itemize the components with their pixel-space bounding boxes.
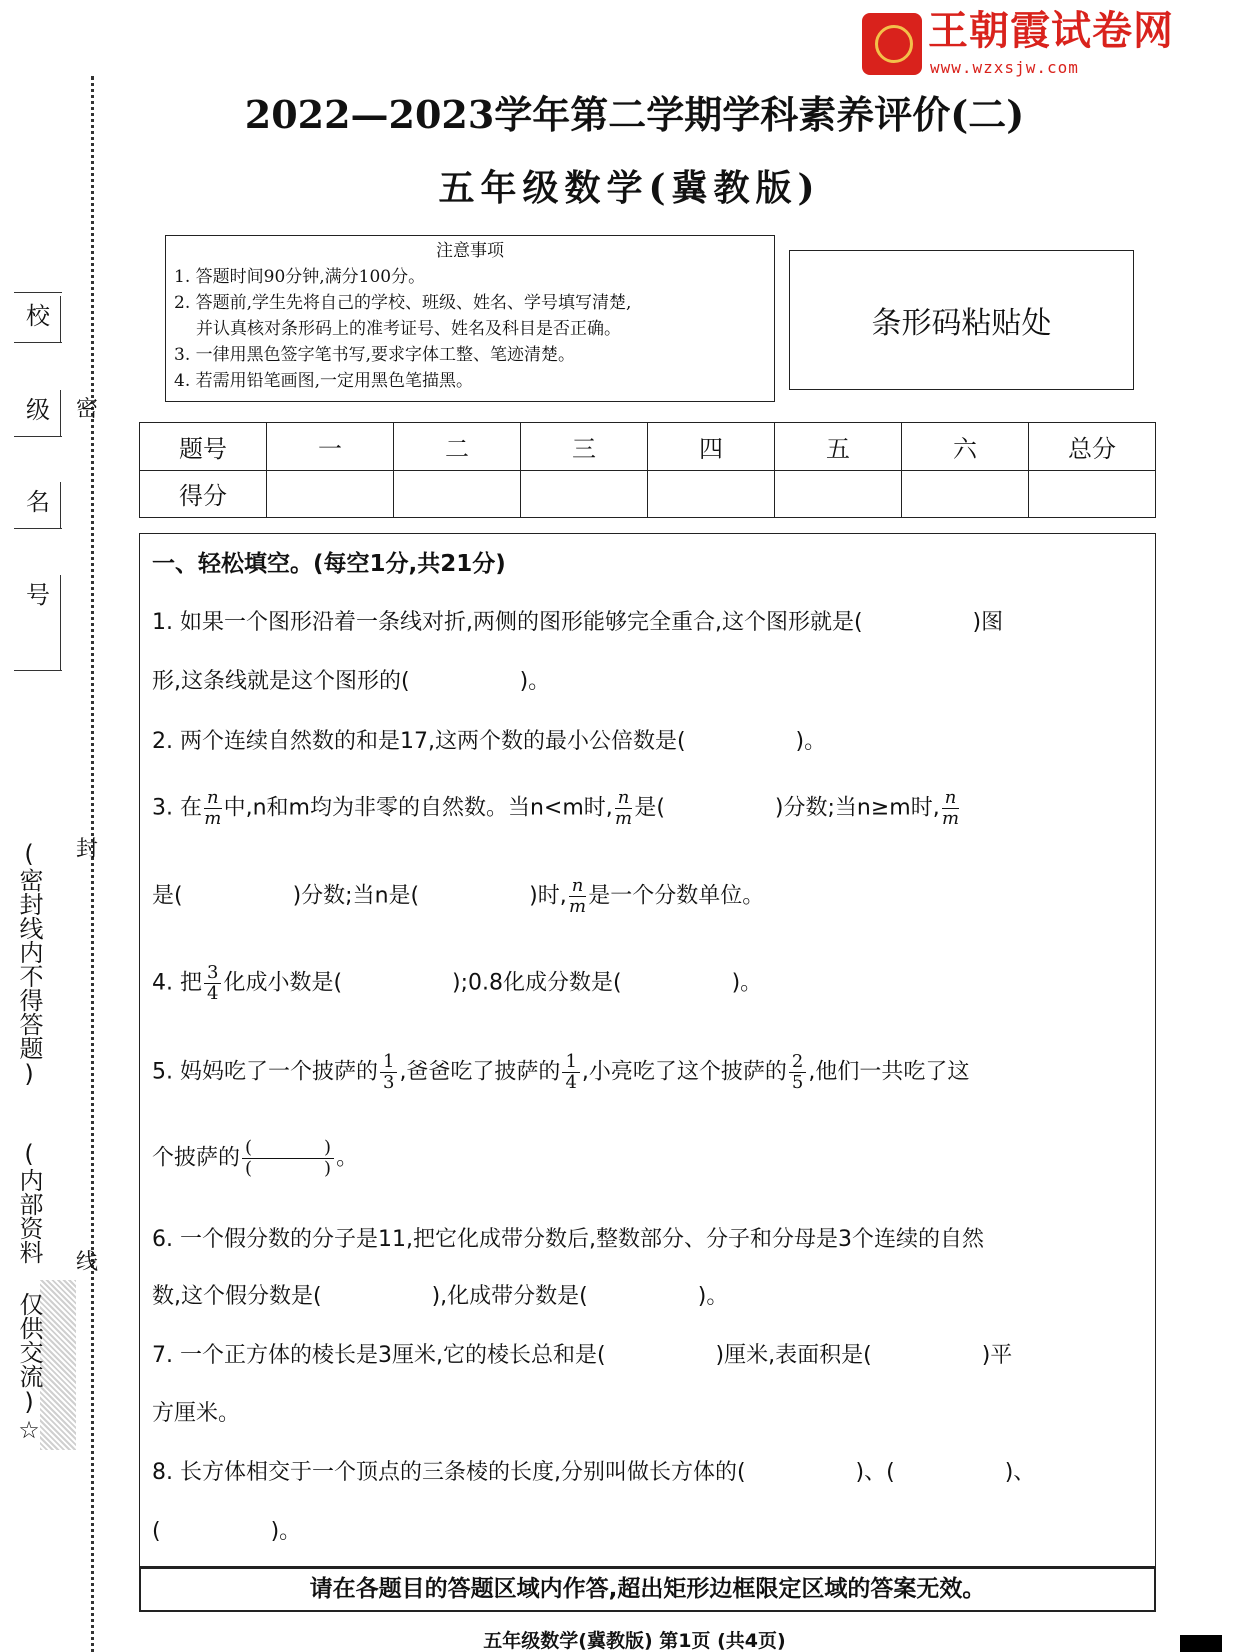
denominator: m <box>615 808 633 829</box>
question-3 <box>152 788 961 829</box>
denominator: m <box>204 808 222 829</box>
text: 化成小数是( );0.8化成分数是( )。 <box>223 970 763 996</box>
question-5 <box>152 1052 969 1093</box>
seal-char: 封 <box>76 837 99 862</box>
answer-warning: 请在各题目的答题区域内作答,超出矩形边框限定区域的答案无效。 <box>139 1567 1156 1612</box>
denominator: m <box>568 896 587 917</box>
score-cell[interactable] <box>394 470 521 518</box>
text: 5. 妈妈吃了一个披萨的 <box>152 1059 378 1085</box>
numerator: n <box>569 876 587 897</box>
denominator: 5 <box>791 1072 804 1093</box>
notice-item: 3. 一律用黑色签字笔书写,要求字体工整、笔迹清楚。 <box>174 345 576 365</box>
fraction-1-4 <box>562 1052 579 1093</box>
score-cell[interactable] <box>1029 470 1156 518</box>
scan-marker <box>1180 1635 1222 1652</box>
exam-title: 2022—2023学年第二学期学科素养评价(二) <box>244 92 1025 137</box>
question-8: 8. 长方体相交于一个顶点的三条棱的长度,分别叫做长方体的( )、( )、 <box>152 1460 1036 1485</box>
denominator: 4 <box>206 983 219 1004</box>
seal-char: 密 <box>76 397 99 422</box>
score-cell[interactable] <box>648 470 775 518</box>
question-7: 7. 一个正方体的棱长是3厘米,它的棱长总和是( )厘米,表面积是( )平 <box>152 1343 1013 1368</box>
fraction-2-5 <box>789 1052 806 1093</box>
school-label: 校 <box>16 296 61 342</box>
numerator: 3 <box>204 963 221 984</box>
score-table <box>139 422 1156 518</box>
text: 。 <box>336 1145 359 1171</box>
table-header-cell: 四 <box>648 423 775 471</box>
notice-heading: 注意事项 <box>436 241 504 261</box>
text: ,小亮吃了这个披萨的 <box>581 1059 787 1085</box>
text: 是( )分数;当n是( )时, <box>152 883 567 909</box>
seal-char: 线 <box>76 1250 99 1275</box>
site-logo <box>862 8 1182 81</box>
table-header-cell: 一 <box>267 423 394 471</box>
denominator: m <box>941 808 960 829</box>
fraction-1-3 <box>380 1052 397 1093</box>
table-header-cell: 三 <box>521 423 648 471</box>
notice-item: 并认真核对条形码上的准考证号、姓名及科目是否正确。 <box>196 319 621 339</box>
text: ,爸爸吃了披萨的 <box>399 1059 561 1085</box>
table-row <box>140 423 1156 471</box>
logo-badge-icon <box>862 13 922 75</box>
logo-name: 王朝霞试卷网 <box>928 8 1174 54</box>
text: 3. 在 <box>152 795 202 821</box>
text: ,他们一共吃了这 <box>808 1059 970 1085</box>
numerator: 1 <box>380 1052 397 1073</box>
text: 个披萨的 <box>152 1145 241 1171</box>
numerator: 1 <box>562 1052 579 1073</box>
divider <box>14 436 62 437</box>
question-7-cont: 方厘米。 <box>152 1401 241 1426</box>
text: 是一个分数单位。 <box>588 883 765 909</box>
table-header-cell: 二 <box>394 423 521 471</box>
seal-dotted-line <box>91 76 94 1652</box>
divider <box>14 292 62 293</box>
fraction-n-m <box>942 788 960 829</box>
table-header-cell: 题号 <box>140 423 267 471</box>
table-header-cell: 总分 <box>1029 423 1156 471</box>
name-label: 名 <box>16 482 61 528</box>
question-2: 2. 两个连续自然数的和是17,这两个数的最小公倍数是( )。 <box>152 729 827 754</box>
numerator: 2 <box>789 1052 806 1073</box>
notice-item: 1. 答题时间90分钟,满分100分。 <box>174 267 426 287</box>
table-row <box>140 470 1156 518</box>
text: 4. 把 <box>152 970 202 996</box>
section-heading: 一、轻松填空。(每空1分,共21分) <box>152 551 506 577</box>
shaded-strip <box>40 1280 76 1450</box>
question-4 <box>152 963 762 1004</box>
page-footer: 五年级数学(冀教版) 第1页 (共4页) <box>483 1630 786 1652</box>
question-1: 1. 如果一个图形沿着一条线对折,两侧的图形能够完全重合,这个图形就是( )图 <box>152 610 1004 635</box>
fraction-n-m <box>204 788 222 829</box>
divider <box>14 342 62 343</box>
divider <box>14 670 62 671</box>
numerator: n <box>615 788 633 809</box>
table-header-cell: 五 <box>775 423 902 471</box>
fraction-3-4 <box>204 963 221 1004</box>
question-1-cont: 形,这条线就是这个图形的( )。 <box>152 669 551 694</box>
numerator-blank[interactable]: ( ) <box>242 1138 334 1159</box>
question-3-cont <box>152 876 764 917</box>
denominator: 3 <box>382 1072 395 1093</box>
text: 中,n和m均为非零的自然数。当n<m时, <box>223 795 613 821</box>
question-6-cont: 数,这个假分数是( ),化成带分数是( )。 <box>152 1284 729 1309</box>
number-label: 号 <box>16 575 61 670</box>
barcode-area: 条形码粘贴处 <box>789 250 1134 390</box>
blank-fraction[interactable] <box>242 1138 334 1179</box>
logo-url: www.wzxsjw.com <box>930 58 1079 77</box>
denominator: 4 <box>565 1072 577 1093</box>
seal-note: (密封线内不得答题) <box>15 840 43 1088</box>
score-cell[interactable] <box>902 470 1029 518</box>
divider <box>14 528 62 529</box>
numerator: n <box>942 788 960 809</box>
internal-note: (内部资料 仅供交流)☆ <box>15 1140 43 1444</box>
question-8-cont: ( )。 <box>152 1519 302 1544</box>
denominator-blank[interactable]: ( ) <box>245 1158 332 1179</box>
notice-item: 4. 若需用铅笔画图,一定用黑色笔描黑。 <box>174 371 474 391</box>
fraction-n-m <box>615 788 633 829</box>
numerator: n <box>204 788 222 809</box>
score-cell[interactable] <box>521 470 648 518</box>
score-cell[interactable] <box>267 470 394 518</box>
exam-subtitle: 五年级数学(冀教版) <box>438 167 821 209</box>
notice-box <box>165 235 775 402</box>
score-label-cell: 得分 <box>140 470 267 518</box>
score-cell[interactable] <box>775 470 902 518</box>
question-5-cont <box>152 1138 358 1179</box>
class-label: 级 <box>16 390 61 436</box>
text: 是( )分数;当n≥m时, <box>634 795 940 821</box>
question-6: 6. 一个假分数的分子是11,把它化成带分数后,整数部分、分子和分母是3个连续的自然 <box>152 1227 984 1252</box>
table-header-cell: 六 <box>902 423 1029 471</box>
fraction-n-m <box>569 876 587 917</box>
notice-item: 2. 答题前,学生先将自己的学校、班级、姓名、学号填写清楚, <box>174 293 632 313</box>
